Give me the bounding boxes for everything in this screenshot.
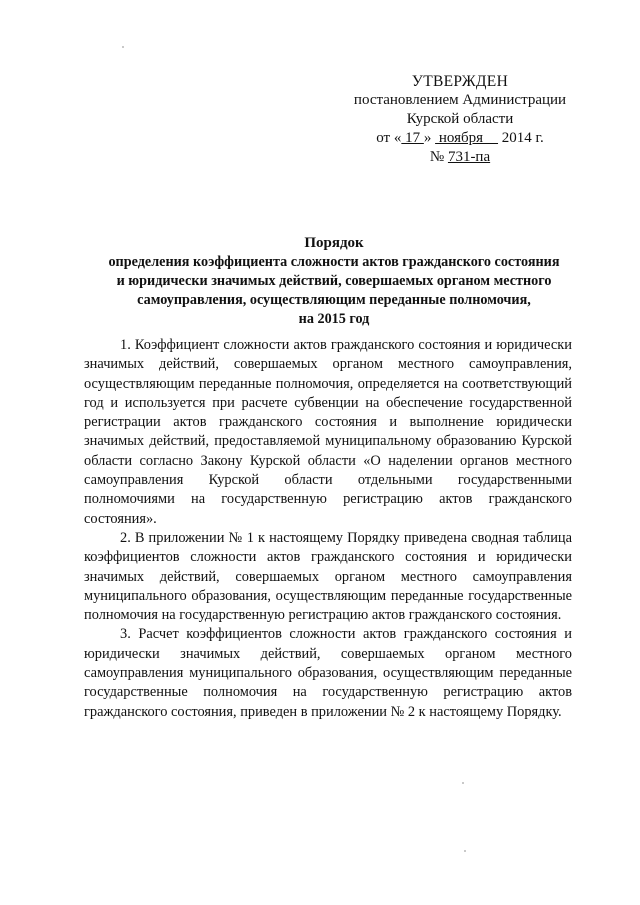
- title-line-3: и юридически значимых действий, совершаемых органом местного: [116, 273, 552, 289]
- date-day: 17: [401, 130, 424, 146]
- date-prefix: от «: [376, 130, 402, 146]
- number-prefix: №: [429, 149, 448, 165]
- title-line-5: на 2015 год: [298, 311, 370, 327]
- approval-number: [330, 148, 590, 167]
- scan-speck: [464, 850, 466, 852]
- scan-speck: [462, 782, 464, 784]
- title-line-4: самоуправления, осуществляющим переданные полномочия,: [137, 292, 531, 308]
- paragraph-3: 3. Расчет коэффициентов сложности актов гражданского состояния и юридически значимых действий, совершаемых органом местного самоуправления муниципального образования, осуществляющим переданные государственные полномочия на государственную регистрацию актов гражданского состояния, приведен в приложении № 2 к настоящему Порядку.: [84, 626, 572, 720]
- scan-speck: [122, 46, 124, 48]
- title-line-2: определения коэффициента сложности актов гражданского состояния: [108, 254, 560, 270]
- number-value: 731-па: [447, 149, 491, 165]
- approval-block: [330, 72, 590, 167]
- document-title: [96, 234, 572, 329]
- date-month: ноября: [435, 130, 499, 146]
- date-year: 2014 г.: [498, 130, 544, 146]
- paragraph-1: 1. Коэффициент сложности актов гражданского состояния и юридически значимых действий, совершаемых органом местного самоуправления, осуществляющим переданные полномочия, определяется на соответствующий год и используется при расчете субвенции на обеспечение государственной регистрации актов гражданского состояния и выполнение юридически значимых действий, предоставляемой муниципальному образованию Курской области согласно Закону Курской области «О наделении органов местного самоуправления Курской области отдельными государственными полномочиями на государственную регистрацию актов гражданского состояния».: [84, 337, 572, 527]
- paragraph-2: 2. В приложении № 1 к настоящему Порядку приведена сводная таблица коэффициентов сложности актов гражданского состояния и юридически значимых действий, совершаемых органом местного самоуправления муниципального образования, осуществляющим переданные государственные полномочия на государственную регистрацию актов гражданского состояния.: [84, 529, 572, 624]
- approval-date: [330, 129, 590, 148]
- approval-line-1: постановлением Администрации: [353, 92, 567, 108]
- approval-heading: УТВЕРЖДЕН: [411, 73, 509, 90]
- document-body: [84, 336, 572, 722]
- title-line-1: Порядок: [304, 235, 364, 251]
- approval-line-2: Курской области: [406, 111, 514, 127]
- date-mid: »: [423, 130, 436, 146]
